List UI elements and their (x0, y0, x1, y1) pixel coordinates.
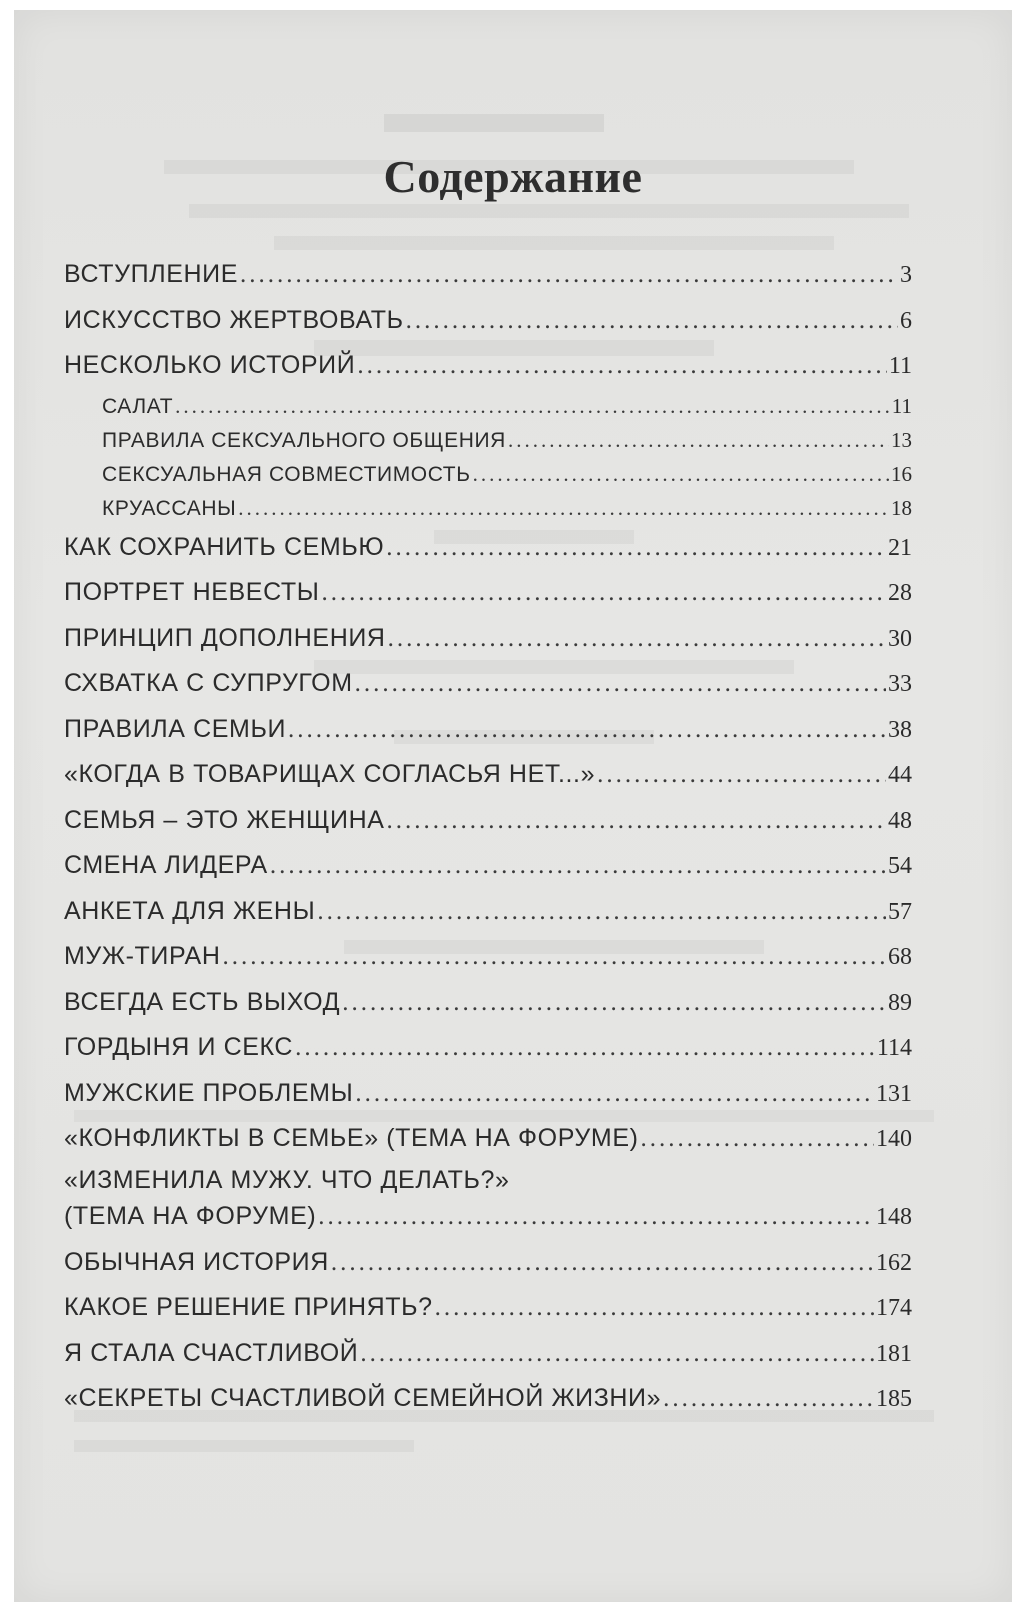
toc-leader-dots (355, 661, 886, 707)
toc-entry (64, 1071, 912, 1117)
toc-entry-label: МУЖСКИЕ ПРОБЛЕМЫ (64, 1078, 354, 1107)
toc-entry-label: «КОНФЛИКТЫ В СЕМЬЕ» (ТЕМА НА ФОРУМЕ) (64, 1124, 639, 1152)
toc-leader-dots (406, 298, 898, 344)
toc-leader-dots (322, 570, 886, 616)
toc-entry-label: СЕМЬЯ – ЭТО ЖЕНЩИНА (64, 805, 385, 834)
toc-entry-label: КРУАССАНЫ (102, 496, 237, 520)
toc-entry (64, 707, 912, 753)
toc-entry (64, 1376, 912, 1422)
toc-entry-label: «КОГДА В ТОВАРИЩАХ СОГЛАСЬЯ НЕТ...» (64, 760, 596, 788)
toc-page-number: 148 (876, 1203, 912, 1230)
toc-entry-label: «СЕКРЕТЫ СЧАСТЛИВОЙ СЕМЕЙНОЙ ЖИЗНИ» (64, 1384, 662, 1412)
toc-page-number: 21 (888, 534, 912, 561)
toc-entry-label: ВСЕГДА ЕСТЬ ВЫХОД (64, 987, 341, 1016)
toc-page-number: 131 (876, 1080, 912, 1107)
toc-entry (64, 1025, 912, 1071)
table-of-contents (64, 252, 912, 1422)
toc-leader-dots (663, 1376, 874, 1422)
toc-leader-dots (360, 1331, 874, 1377)
toc-page-number: 16 (891, 461, 912, 486)
toc-leader-dots (288, 707, 886, 753)
toc-entry (64, 570, 912, 616)
toc-entry (64, 252, 912, 298)
book-page (14, 10, 1012, 1602)
toc-entry-label: ГОРДЫНЯ И СЕКС (64, 1033, 294, 1061)
toc-entry (64, 1240, 912, 1286)
toc-entry (64, 843, 912, 889)
toc-page-number: 33 (888, 671, 912, 697)
toc-page-number: 162 (876, 1249, 912, 1276)
toc-entry (64, 1285, 912, 1331)
toc-leader-dots (597, 752, 886, 798)
toc-page-number: 30 (888, 625, 912, 652)
toc-page-number: 48 (888, 807, 912, 834)
toc-entry (64, 661, 912, 707)
toc-entry-label: ОБЫЧНАЯ ИСТОРИЯ (64, 1247, 329, 1276)
toc-entry (64, 752, 912, 798)
toc-page-number: 68 (888, 944, 912, 970)
toc-entry-label: СЕКСУАЛЬНАЯ СОВМЕСТИМОСТЬ (102, 462, 471, 486)
toc-leader-dots (342, 980, 886, 1026)
show-through-texture (74, 1440, 414, 1452)
toc-entry (64, 980, 912, 1026)
toc-entry-label: АНКЕТА ДЛЯ ЖЕНЫ (64, 896, 316, 925)
toc-entry-label: САЛАТ (102, 394, 174, 418)
toc-leader-dots (175, 389, 890, 423)
toc-entry (64, 934, 912, 980)
toc-entry-label: КАКОЕ РЕШЕНИЕ ПРИНЯТЬ? (64, 1293, 433, 1321)
toc-entry-label: ПРАВИЛА СЕМЬИ (64, 714, 287, 743)
toc-entry (64, 616, 912, 662)
toc-leader-dots (317, 889, 886, 935)
toc-page-number: 181 (876, 1340, 912, 1367)
toc-entry-label-line1: «ИЗМЕНИЛА МУЖУ. ЧТО ДЕЛАТЬ?» (64, 1165, 510, 1194)
toc-entry-label: СХВАТКА С СУПРУГОМ (64, 669, 353, 697)
toc-page-number: 54 (888, 853, 912, 879)
toc-leader-dots (387, 798, 886, 844)
toc-entry (64, 525, 912, 571)
toc-page-number: 38 (888, 716, 912, 743)
toc-entry (64, 1116, 912, 1162)
toc-page-number: 57 (888, 898, 912, 925)
toc-page-number: 28 (888, 580, 912, 606)
toc-entry-multiline (64, 1162, 912, 1240)
toc-entry-label: СМЕНА ЛИДЕРА (64, 851, 268, 879)
toc-entry-label: Я СТАЛА СЧАСТЛИВОЙ (64, 1338, 359, 1367)
toc-page-number: 114 (876, 1035, 912, 1061)
toc-page-number: 89 (888, 989, 912, 1016)
toc-leader-dots (473, 457, 889, 491)
toc-page-number: 11 (888, 353, 912, 379)
toc-page-number: 3 (900, 262, 912, 288)
toc-page-number: 185 (876, 1386, 912, 1412)
toc-entry-label: ВСТУПЛЕНИЕ (64, 260, 238, 288)
toc-page-number: 6 (900, 307, 912, 334)
toc-page-number: 174 (876, 1295, 912, 1321)
toc-leader-dots (508, 423, 889, 457)
toc-entry (64, 343, 912, 389)
toc-page-number: 13 (891, 427, 912, 452)
toc-leader-dots (357, 343, 887, 389)
page-title: Содержание (383, 151, 643, 202)
toc-entry-label: ПОРТРЕТ НЕВЕСТЫ (64, 578, 320, 606)
toc-leader-dots (355, 1071, 874, 1117)
toc-leader-dots (435, 1285, 874, 1331)
toc-entry-label: КАК СОХРАНИТЬ СЕМЬЮ (64, 532, 385, 561)
toc-leader-dots (223, 934, 887, 980)
toc-subentry (64, 457, 912, 491)
toc-subentry (64, 491, 912, 525)
toc-entry-label-line2: (ТЕМА НА ФОРУМЕ) (64, 1201, 317, 1230)
toc-entry-label: НЕСКОЛЬКО ИСТОРИЙ (64, 351, 356, 379)
toc-entry-label: ПРИНЦИП ДОПОЛНЕНИЯ (64, 623, 386, 652)
toc-page-number: 11 (891, 393, 912, 418)
show-through-texture (384, 114, 604, 132)
toc-subentry (64, 389, 912, 423)
toc-entry (64, 1331, 912, 1377)
toc-leader-dots (240, 252, 898, 298)
show-through-texture (274, 236, 834, 250)
toc-leader-dots (641, 1116, 874, 1162)
toc-entry-label: ПРАВИЛА СЕКСУАЛЬНОГО ОБЩЕНИЯ (102, 428, 506, 452)
toc-page-number: 18 (891, 495, 912, 520)
toc-entry-label: МУЖ-ТИРАН (64, 942, 221, 970)
toc-leader-dots (331, 1240, 874, 1286)
toc-leader-dots (270, 843, 886, 889)
toc-subentry (64, 423, 912, 457)
toc-leader-dots (388, 616, 886, 662)
toc-leader-dots (386, 525, 886, 571)
toc-entry (64, 798, 912, 844)
toc-entry-label: ИСКУССТВО ЖЕРТВОВАТЬ (64, 305, 404, 334)
toc-leader-dots (318, 1199, 874, 1235)
toc-page-number: 44 (888, 762, 912, 788)
toc-entry (64, 298, 912, 344)
show-through-texture (189, 204, 909, 218)
toc-leader-dots (295, 1025, 875, 1071)
toc-leader-dots (238, 491, 889, 525)
toc-page-number: 140 (876, 1126, 912, 1152)
toc-entry (64, 889, 912, 935)
